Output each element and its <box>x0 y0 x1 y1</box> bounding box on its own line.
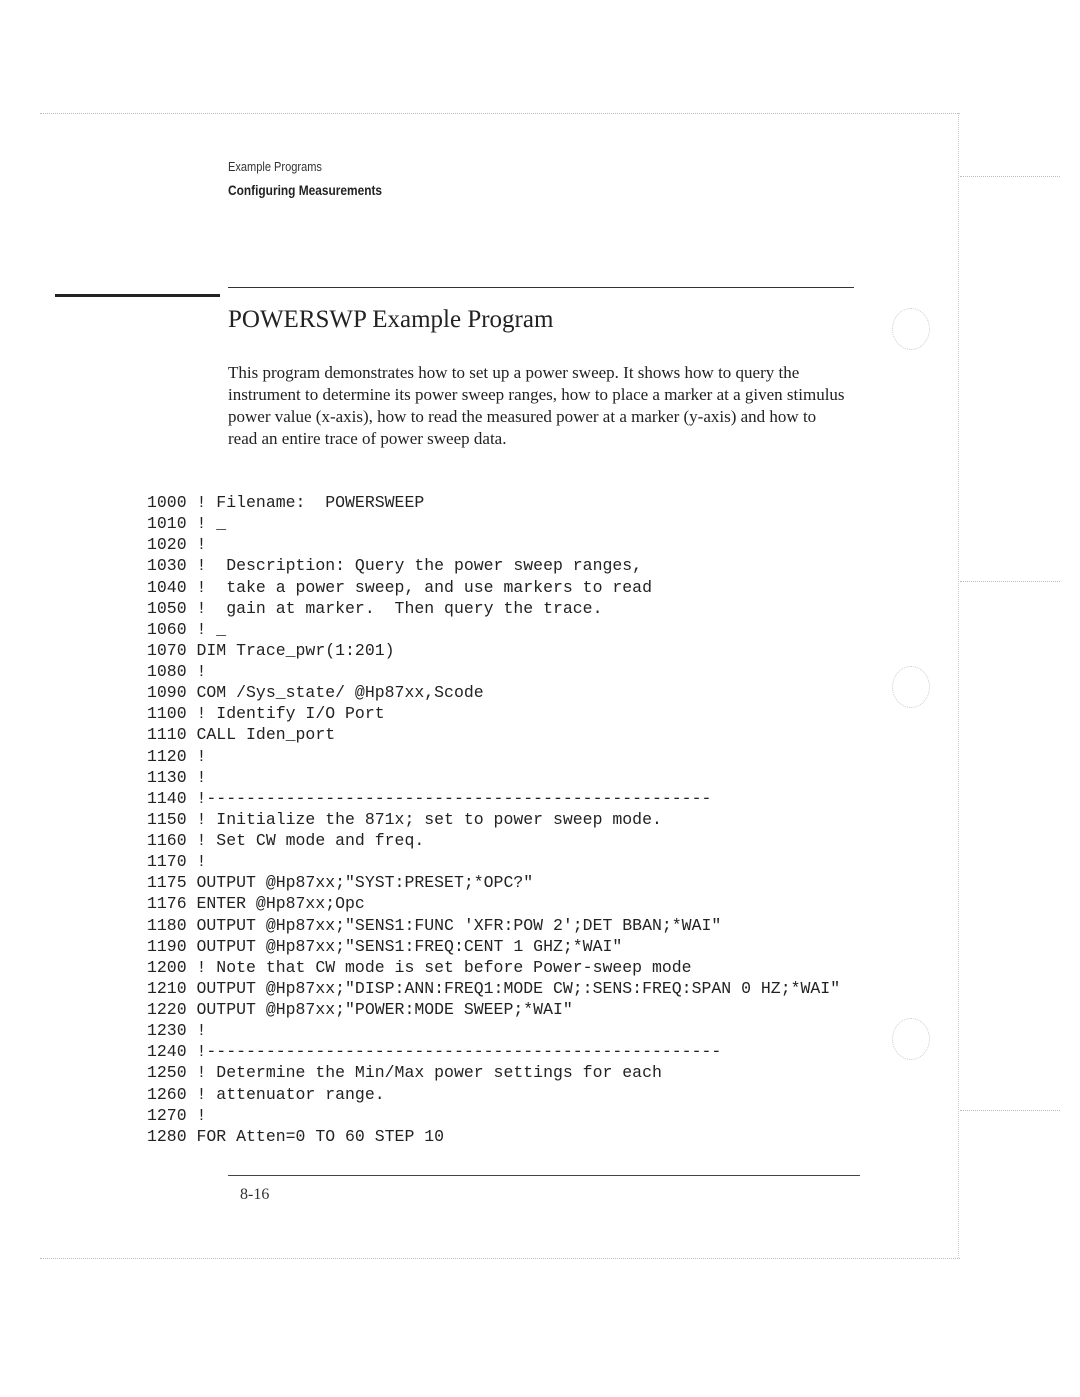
scan-edge-bottom <box>40 1258 960 1259</box>
code-line: 1176 ENTER @Hp87xx;Opc <box>147 894 365 914</box>
code-line: 1070 DIM Trace_pwr(1:201) <box>147 640 395 660</box>
scan-mark <box>960 176 1060 177</box>
code-line: 1060 ! _ <box>147 619 227 639</box>
scan-mark <box>960 581 1060 582</box>
code-line: 1010 ! _ <box>147 514 227 534</box>
binder-hole <box>892 666 930 708</box>
code-line: 1180 OUTPUT @Hp87xx;"SENS1:FUNC 'XFR:POW 2';DET BBAN;*WAI" <box>147 915 722 935</box>
binder-hole <box>892 1018 930 1060</box>
code-listing <box>147 492 840 1147</box>
code-line: 1090 COM /Sys_state/ @Hp87xx,Scode <box>147 683 484 703</box>
code-line: 1270 ! <box>147 1105 207 1125</box>
code-line: 1080 ! <box>147 662 207 681</box>
code-line: 1240 !---------------------------------------------------- <box>147 1042 722 1062</box>
binder-hole <box>892 308 930 350</box>
code-line: 1150 ! Initialize the 871x; set to power sweep mode. <box>147 809 662 829</box>
intro-paragraph: This program demonstrates how to set up a power sweep. It shows how to query the instrument to determine its power sweep ranges, how to place a marker at a given stimulus power value (x-axis), how to read the measured power at a marker (y-axis) and how to read an entire trace of power sweep data. <box>228 363 845 448</box>
code-line: 1175 OUTPUT @Hp87xx;"SYST:PRESET;*OPC?" <box>147 873 534 893</box>
section-marker-rule <box>55 294 220 297</box>
code-line: 1190 OUTPUT @Hp87xx;"SENS1:FREQ:CENT 1 GHZ;*WAI" <box>147 936 623 956</box>
page-number: 8-16 <box>240 1186 270 1203</box>
code-line: 1200 ! Note that CW mode is set before Power-sweep mode <box>147 957 692 977</box>
code-line: 1160 ! Set CW mode and freq. <box>147 831 425 850</box>
code-line: 1040 ! take a power sweep, and use markers to read <box>147 577 652 597</box>
code-line: 1210 OUTPUT @Hp87xx;"DISP:ANN:FREQ1:MODE CW;:SENS:FREQ:SPAN 0 HZ;*WAI" <box>147 978 841 998</box>
scan-edge-top <box>40 113 960 114</box>
code-line: 1280 FOR Atten=0 TO 60 STEP 10 <box>147 1126 445 1146</box>
code-line: 1140 !--------------------------------------------------- <box>147 788 712 808</box>
code-line: 1130 ! <box>147 767 207 787</box>
code-line: 1110 CALL Iden_port <box>147 725 336 745</box>
code-line: 1230 ! <box>147 1021 207 1041</box>
code-line: 1260 ! attenuator range. <box>147 1084 385 1104</box>
code-line: 1030 ! Description: Query the power sweep ranges, <box>147 556 643 576</box>
code-line: 1050 ! gain at marker. Then query the trace. <box>147 598 603 618</box>
code-line: 1000 ! Filename: POWERSWEEP <box>147 493 425 512</box>
running-header-subsection: Configuring Measurements <box>228 182 383 198</box>
code-line: 1020 ! <box>147 535 207 555</box>
scan-edge-right <box>958 113 959 1258</box>
code-line: 1100 ! Identify I/O Port <box>147 704 385 724</box>
title-rule <box>228 287 854 288</box>
page-title: POWERSWP Example Program <box>228 306 554 333</box>
footer-rule <box>228 1175 860 1176</box>
code-line: 1170 ! <box>147 852 207 872</box>
scan-mark <box>960 1110 1060 1111</box>
running-header-section: Example Programs <box>228 159 322 174</box>
code-line: 1250 ! Determine the Min/Max power settings for each <box>147 1063 662 1083</box>
code-line: 1220 OUTPUT @Hp87xx;"POWER:MODE SWEEP;*WAI" <box>147 1000 573 1019</box>
code-line: 1120 ! <box>147 746 207 766</box>
